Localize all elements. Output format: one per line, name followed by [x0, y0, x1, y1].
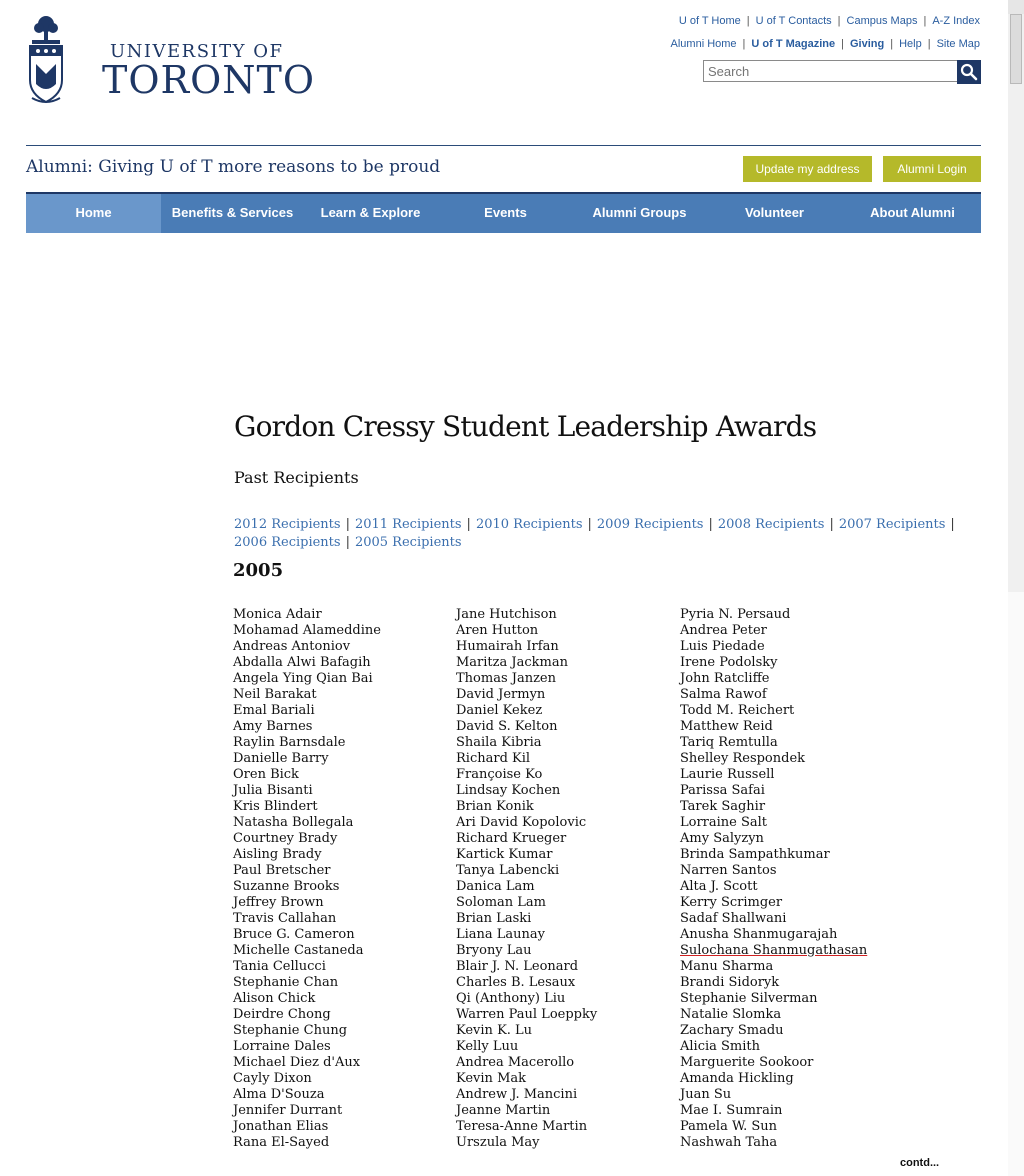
- recipient-name: Michelle Castaneda: [233, 943, 364, 958]
- recipients-column-1: [233, 607, 381, 1151]
- link-uoft-home[interactable]: U of T Home: [678, 15, 741, 27]
- vertical-scrollbar[interactable]: [1008, 0, 1024, 1176]
- recipient-name: Irene Podolsky: [680, 655, 778, 670]
- link-help[interactable]: Help: [899, 38, 922, 50]
- recipient-name: Cayly Dixon: [233, 1071, 312, 1086]
- recipient-name: Lindsay Kochen: [456, 783, 561, 798]
- recipient-name: Mae I. Sumrain: [680, 1103, 783, 1118]
- recipient-name: Neil Barakat: [233, 687, 317, 702]
- link-alumni-home[interactable]: Alumni Home: [670, 38, 737, 50]
- recipient-name: Françoise Ko: [456, 767, 543, 782]
- recipient-name: Alison Chick: [233, 991, 316, 1006]
- continued-label: contd...: [900, 1157, 940, 1169]
- recipient-name: Courtney Brady: [233, 831, 338, 846]
- recipient-name: Jane Hutchison: [456, 607, 557, 622]
- recipient-name: Amanda Hickling: [680, 1071, 794, 1086]
- recipient-name: Alma D'Souza: [233, 1087, 325, 1102]
- brand-line2: TORONTO: [102, 58, 316, 102]
- recipient-name: Andrew J. Mancini: [456, 1087, 578, 1102]
- recipient-name: Bryony Lau: [456, 943, 532, 958]
- search-button[interactable]: [957, 60, 981, 84]
- recipient-name: Aren Hutton: [456, 623, 539, 638]
- recipient-name: Richard Krueger: [456, 831, 567, 846]
- recipient-name: Brian Konik: [456, 799, 534, 814]
- utility-links: [671, 14, 980, 60]
- recipient-name: Amy Barnes: [233, 719, 313, 734]
- recipient-name: David Jermyn: [456, 687, 546, 702]
- nav-alumni-groups[interactable]: Alumni Groups: [592, 205, 687, 220]
- nav-events[interactable]: Events: [484, 205, 527, 220]
- recipient-name: Paul Bretscher: [233, 863, 331, 878]
- year-link-2007[interactable]: 2007 Recipients: [838, 517, 946, 532]
- recipient-name: Natasha Bollegala: [233, 815, 354, 830]
- nav-learn-explore[interactable]: Learn & Explore: [320, 205, 421, 220]
- recipient-name: Soloman Lam: [456, 895, 547, 910]
- recipient-name: Lorraine Dales: [233, 1039, 331, 1054]
- recipient-name: Mohamad Alameddine: [233, 623, 381, 638]
- utility-links-row2: Alumni Home | U of T Magazine | Giving | Help | Site Map: [670, 38, 980, 50]
- recipient-name: Matthew Reid: [680, 719, 773, 734]
- recipient-name: Tania Cellucci: [233, 959, 326, 974]
- recipients-column-2: [456, 607, 597, 1151]
- recipient-name: Brandi Sidoryk: [680, 975, 780, 990]
- section-subtitle: Past Recipients: [234, 468, 359, 487]
- recipients-column-3: [680, 607, 867, 1151]
- alumni-tagline: Alumni: Giving U of T more reasons to be proud: [26, 157, 441, 177]
- search-icon: [957, 60, 981, 84]
- alumni-login-button[interactable]: Alumni Login: [883, 156, 981, 182]
- scroll-track[interactable]: [1008, 592, 1024, 1176]
- recipient-name: Kris Blindert: [233, 799, 318, 814]
- year-link-2010[interactable]: 2010 Recipients: [475, 517, 583, 532]
- recipient-name: Jonathan Elias: [233, 1119, 329, 1134]
- recipient-name: Kevin Mak: [456, 1071, 527, 1086]
- recipient-name: Anusha Shanmugarajah: [680, 927, 838, 942]
- recipient-name: Narren Santos: [680, 863, 777, 878]
- recipient-name: Charles B. Lesaux: [456, 975, 576, 990]
- recipient-name: Jeanne Martin: [456, 1103, 551, 1118]
- recipient-name: Jennifer Durrant: [233, 1103, 343, 1118]
- recipient-name: Alta J. Scott: [680, 879, 758, 894]
- recipient-name: Laurie Russell: [680, 767, 775, 782]
- viewport-bottom: [0, 1152, 1008, 1176]
- recipient-name: Liana Launay: [456, 927, 546, 942]
- year-link-2011[interactable]: 2011 Recipients: [354, 517, 462, 532]
- brand-line1: UNIVERSITY OF: [110, 41, 284, 62]
- recipient-name: Stephanie Chung: [233, 1023, 348, 1038]
- recipient-name: Marguerite Sookoor: [680, 1055, 814, 1070]
- recipient-name: Kartick Kumar: [456, 847, 553, 862]
- recipient-name: Teresa-Anne Martin: [456, 1119, 588, 1134]
- recipient-name: Andreas Antoniov: [233, 639, 351, 654]
- year-link-2012[interactable]: 2012 Recipients: [234, 517, 341, 532]
- recipient-name: Bruce G. Cameron: [233, 927, 355, 942]
- recipient-name: Tanya Labencki: [456, 863, 560, 878]
- recipient-name: Aisling Brady: [233, 847, 322, 862]
- recipient-name: David S. Kelton: [456, 719, 558, 734]
- recipient-name: Kevin K. Lu: [456, 1023, 533, 1038]
- recipient-name: Pyria N. Persaud: [680, 607, 791, 622]
- recipient-name: Kelly Luu: [456, 1039, 519, 1054]
- recipient-name: Warren Paul Loeppky: [456, 1007, 598, 1022]
- year-links: 2012 Recipients | 2011 Recipients | 2010 Recipients | 2009 Recipients | 2008 Recipients | 2007 Recipients | 2006 Recipients | 2005 Recipients: [234, 517, 955, 550]
- link-uoft-magazine[interactable]: U of T Magazine: [751, 38, 836, 50]
- recipient-name: Andrea Macerollo: [456, 1055, 575, 1070]
- year-link-2008[interactable]: 2008 Recipients: [717, 517, 825, 532]
- search-input[interactable]: [703, 60, 959, 82]
- recipient-name: Stephanie Silverman: [680, 991, 818, 1006]
- recipient-name: Urszula May: [456, 1135, 540, 1150]
- recipient-name: Amy Salyzyn: [680, 831, 764, 846]
- recipient-name: Richard Kil: [456, 751, 531, 766]
- recipient-name: Tarek Saghir: [680, 799, 766, 814]
- recipient-name: Michael Diez d'Aux: [233, 1055, 361, 1070]
- recipient-name: Lorraine Salt: [680, 815, 768, 830]
- recipient-name: Humairah Irfan: [456, 639, 559, 654]
- recipient-name: Julia Bisanti: [233, 783, 313, 798]
- link-az-index[interactable]: A-Z Index: [932, 15, 980, 27]
- recipient-name: Brinda Sampathkumar: [680, 847, 830, 862]
- recipient-name: Travis Callahan: [233, 911, 337, 926]
- recipient-name: Blair J. N. Leonard: [456, 959, 579, 974]
- recipient-name: Rana El-Sayed: [233, 1135, 330, 1150]
- crest-icon: [26, 14, 66, 106]
- recipient-name: Tariq Remtulla: [680, 735, 778, 750]
- university-logo[interactable]: [26, 14, 316, 106]
- update-address-button[interactable]: Update my address: [743, 156, 872, 182]
- recipient-name: Andrea Peter: [680, 623, 767, 638]
- year-link-2005[interactable]: 2005 Recipients: [354, 535, 462, 550]
- recipient-name: Todd M. Reichert: [680, 703, 795, 718]
- nav-about-alumni[interactable]: About Alumni: [870, 205, 955, 220]
- recipient-name: Monica Adair: [233, 607, 322, 622]
- recipient-name: Angela Ying Qian Bai: [233, 671, 373, 686]
- recipient-name: Deirdre Chong: [233, 1007, 331, 1022]
- recipient-name: Salma Rawof: [680, 687, 767, 702]
- recipient-name: Pamela W. Sun: [680, 1119, 777, 1134]
- recipient-name: Oren Bick: [233, 767, 299, 782]
- recipient-name: Kerry Scrimger: [680, 895, 783, 910]
- nav-benefits-services[interactable]: Benefits & Services: [171, 205, 294, 220]
- scroll-thumb[interactable]: [1010, 14, 1022, 84]
- link-site-map[interactable]: Site Map: [936, 38, 980, 50]
- utility-links-row1: U of T Home | U of T Contacts | Campus Maps | A-Z Index: [678, 15, 980, 27]
- recipient-name: Abdalla Alwi Bafagih: [233, 655, 371, 670]
- recipient-name: Sadaf Shallwani: [680, 911, 787, 926]
- page-title: Gordon Cressy Student Leadership Awards: [234, 410, 817, 443]
- link-campus-maps[interactable]: Campus Maps: [846, 15, 918, 27]
- nav-home[interactable]: Home: [26, 194, 161, 233]
- recipient-name: Natalie Slomka: [680, 1007, 782, 1022]
- recipient-name: Nashwah Taha: [680, 1135, 778, 1150]
- recipient-name: Shelley Respondek: [680, 751, 806, 766]
- main-nav: [26, 192, 981, 233]
- recipient-name: Daniel Kekez: [456, 703, 543, 718]
- recipient-name: Raylin Barnsdale: [233, 735, 346, 750]
- year-link-2009[interactable]: 2009 Recipients: [596, 517, 704, 532]
- recipient-name: Danica Lam: [456, 879, 535, 894]
- recipient-name: Parissa Safai: [680, 783, 765, 798]
- recipient-name: John Ratcliffe: [680, 671, 770, 686]
- recipient-name: Brian Laski: [456, 911, 532, 926]
- link-uoft-contacts[interactable]: U of T Contacts: [755, 15, 832, 27]
- recipient-name: Sulochana Shanmugathasan: [680, 943, 868, 958]
- recipient-name: Thomas Janzen: [456, 671, 557, 686]
- recipient-name: Manu Sharma: [680, 959, 774, 974]
- header-divider: [26, 145, 981, 146]
- recipient-name: Maritza Jackman: [456, 655, 568, 670]
- recipient-name: Stephanie Chan: [233, 975, 339, 990]
- year-link-2006[interactable]: 2006 Recipients: [234, 535, 341, 550]
- search-box: [703, 60, 979, 84]
- recipient-name: Alicia Smith: [680, 1039, 761, 1054]
- recipient-name: Jeffrey Brown: [233, 895, 324, 910]
- recipient-name: Juan Su: [680, 1087, 732, 1102]
- nav-volunteer[interactable]: Volunteer: [745, 205, 804, 220]
- recipient-name: Qi (Anthony) Liu: [456, 991, 566, 1006]
- recipient-name: Ari David Kopolovic: [456, 815, 587, 830]
- scroll-up-arrow-icon[interactable]: [1008, 0, 1024, 14]
- recipient-name: Shaila Kibria: [456, 735, 542, 750]
- recipient-name: Suzanne Brooks: [233, 879, 340, 894]
- recipient-name: Emal Bariali: [233, 703, 315, 718]
- recipient-name: Zachary Smadu: [680, 1023, 784, 1038]
- link-giving[interactable]: Giving: [850, 38, 885, 50]
- recipient-name: Danielle Barry: [233, 751, 329, 766]
- year-heading: 2005: [233, 560, 284, 581]
- recipient-name: Luis Piedade: [680, 639, 765, 654]
